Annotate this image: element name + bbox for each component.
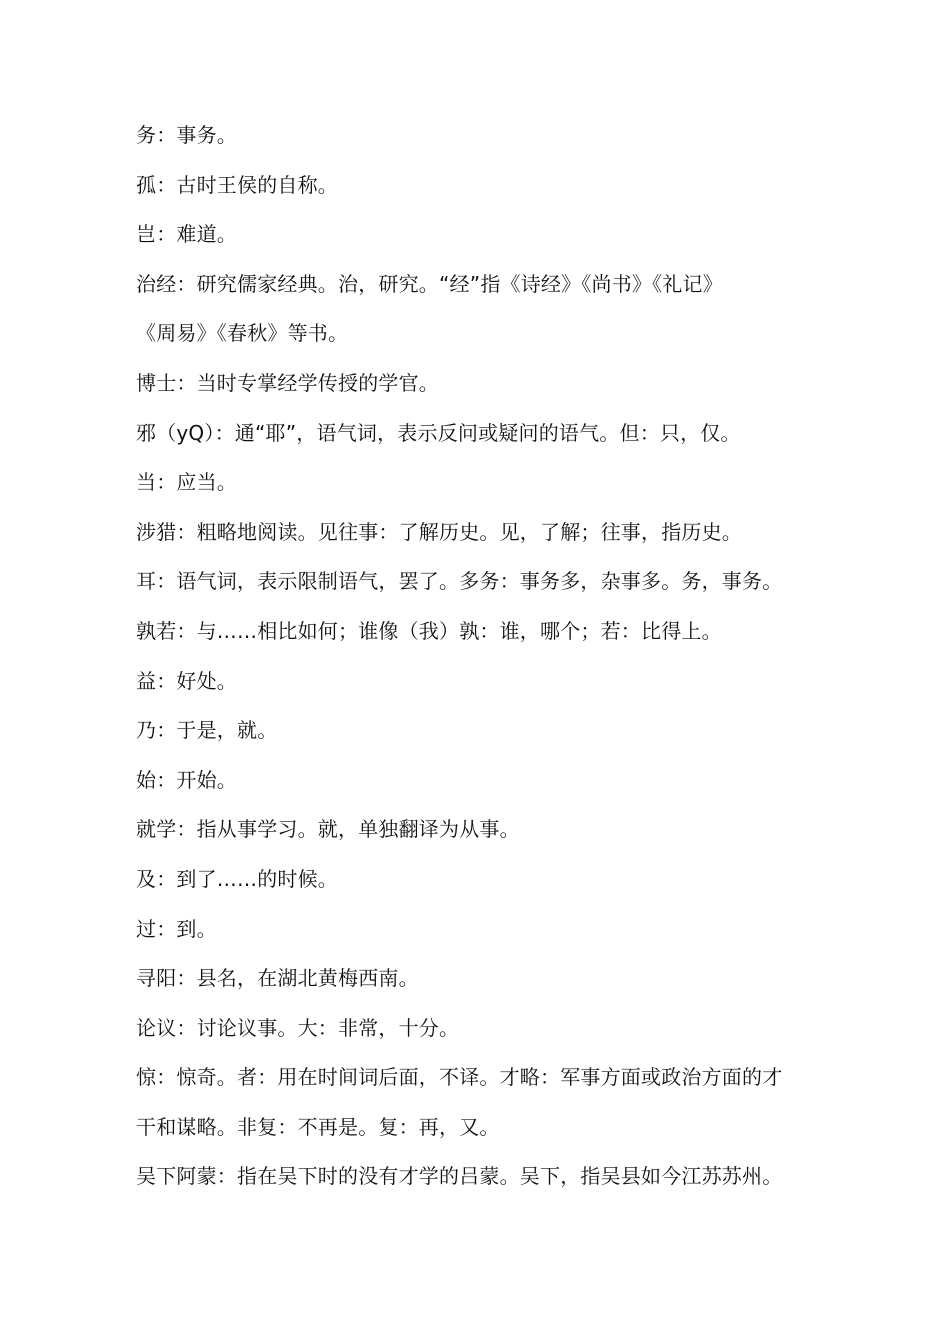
annotation-line-xunyang: 寻阳：县名，在湖北黄梅西南。	[136, 966, 419, 991]
annotation-line-dang: 当：应当。	[136, 470, 237, 495]
annotation-line-jiuxue: 就学：指从事学习。就，单独翻译为从事。	[136, 817, 520, 842]
annotation-line-guo: 过：到。	[136, 916, 217, 941]
annotation-line-er: 耳：语气词，表示限制语气，罢了。多务：事务多，杂事多。务，事务。	[136, 569, 783, 594]
annotation-line-ji: 及：到了……的时候。	[136, 866, 338, 891]
annotation-line-nai: 乃：于是，就。	[136, 718, 278, 743]
annotation-line-shelie: 涉猎：粗略地阅读。见往事：了解历史。见，了解；往事，指历史。	[136, 519, 742, 544]
annotation-line-wu: 务：事务。	[136, 123, 237, 147]
annotation-line-zhijing-cont: 《周易》《春秋》等书。	[136, 321, 349, 346]
annotation-line-wuxia-ameng: 吴下阿蒙：指在吴下时的没有才学的吕蒙。吴下，指吴县如今江苏苏州。	[136, 1164, 783, 1189]
annotation-line-shi: 始：开始。	[136, 767, 237, 792]
annotation-line-lunyi: 论议：讨论议事。大：非常，十分。	[136, 1015, 460, 1040]
annotation-line-qi: 岂：难道。	[136, 222, 237, 247]
annotation-line-zhijing: 治经：研究儒家经典。治，研究。“经”指《诗经》《尚书》《礼记》	[136, 271, 723, 296]
annotation-line-boshi: 博士：当时专掌经学传授的学官。	[136, 370, 439, 395]
annotation-text-block	[136, 117, 836, 1208]
annotation-line-yi: 益：好处。	[136, 668, 237, 693]
annotation-line-ye: 邪（yQ）：通“耶”，语气词，表示反问或疑问的语气。但：只，仅。	[136, 420, 741, 445]
annotation-line-gu: 孤：古时王侯的自称。	[136, 172, 338, 197]
annotation-line-shuruo: 孰若：与……相比如何；谁像（我）孰：谁，哪个；若：比得上。	[136, 618, 722, 643]
annotation-line-jing-cont: 干和谋略。非复：不再是。复：再，又。	[136, 1114, 500, 1139]
annotation-line-jing: 惊：惊奇。者：用在时间词后面，不译。才略：军事方面或政治方面的才	[136, 1065, 783, 1090]
